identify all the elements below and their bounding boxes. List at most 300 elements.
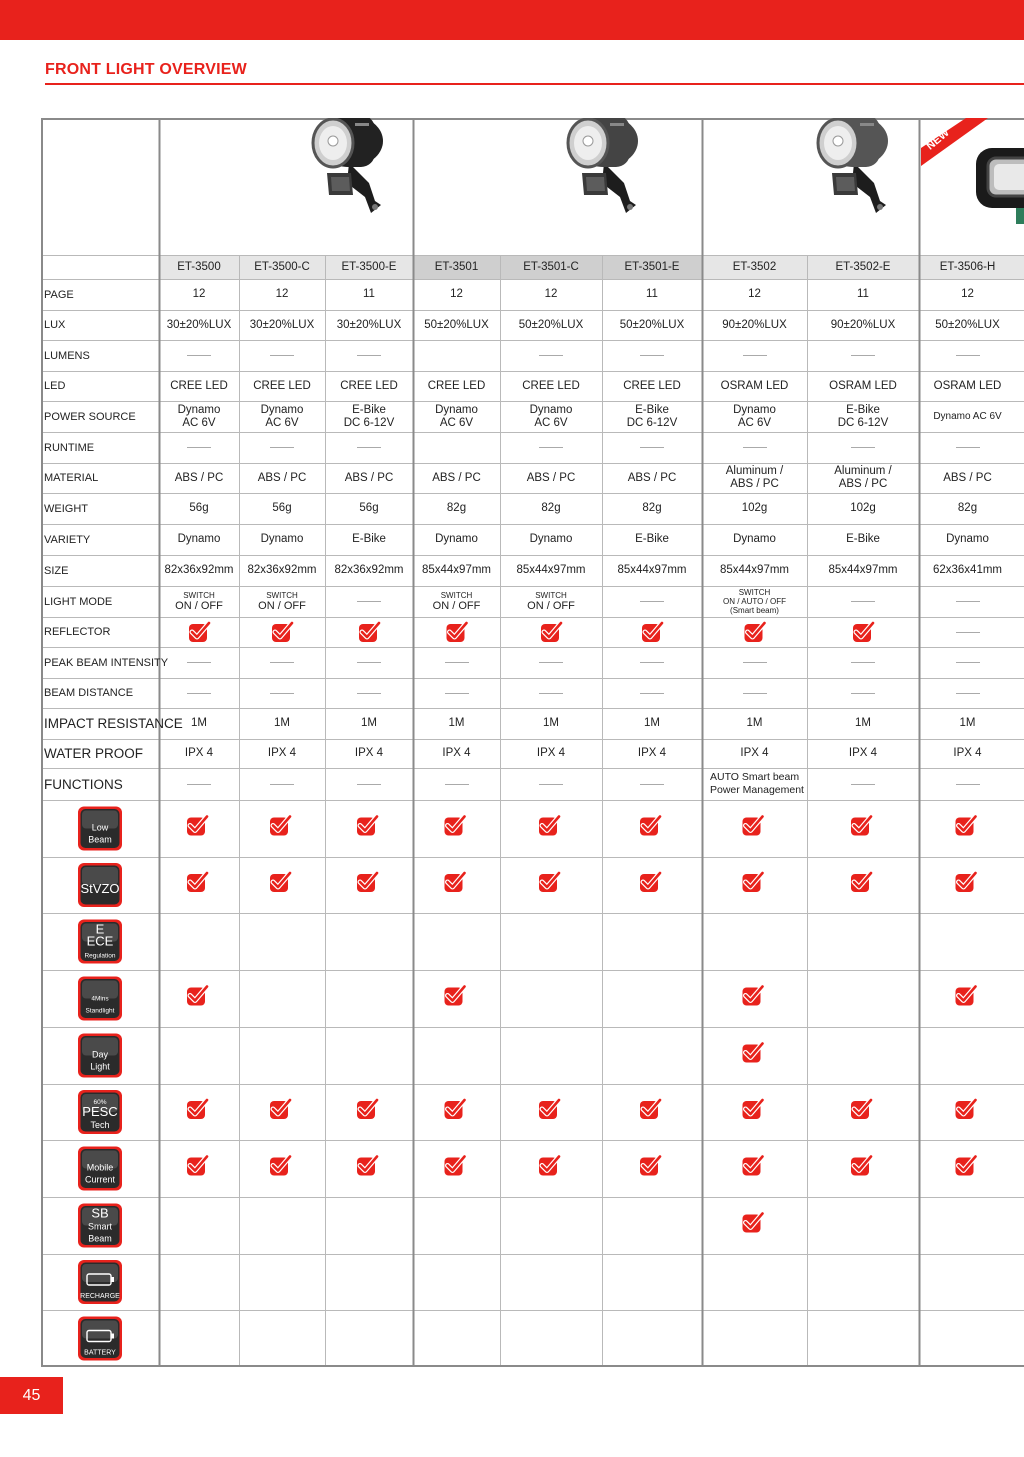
spec-label-impact-resistance: IMPACT RESISTANCE (44, 716, 183, 731)
empty-dash (640, 601, 664, 602)
feature-check-icon (640, 1157, 660, 1176)
light-mode-text: SWITCH (535, 591, 567, 600)
icon-label: Day (91, 1049, 109, 1060)
spec-cell (325, 617, 413, 647)
spec-cell: 56g (272, 502, 292, 514)
spec-cell: CREE LED (522, 379, 580, 392)
spec-cell (159, 340, 239, 371)
spec-cell (159, 647, 239, 678)
spec-cell (500, 678, 602, 708)
empty-dash (851, 784, 875, 785)
feature-check-icon (640, 873, 660, 892)
icon-label: ECE (86, 933, 114, 949)
light-mode-text: ON / AUTO / OFF (723, 597, 786, 606)
spec-label-peak-beam-intensity: PEAK BEAM INTENSITY (44, 656, 169, 669)
lamp-image-et-3506-h (976, 148, 1024, 224)
spec-cell: 85x44x97mm (516, 564, 586, 576)
smart-beam-icon (78, 1204, 122, 1248)
empty-dash (445, 784, 469, 785)
spec-cell (919, 340, 1016, 371)
empty-dash (445, 693, 469, 694)
spec-cell: E-Bike (352, 533, 386, 545)
spec-label-functions: FUNCTIONS (44, 776, 123, 792)
spec-cell: 82x36x92mm (164, 564, 234, 576)
spec-cell: E-Bike (635, 533, 669, 545)
feature-check-icon (187, 987, 207, 1006)
spec-cell (413, 678, 500, 708)
spec-cell (413, 617, 500, 647)
spec-cell: OSRAM LED (933, 379, 1002, 392)
spec-cell: ABS / PC (432, 471, 481, 484)
empty-dash (270, 662, 294, 663)
spec-label-light-mode: LIGHT MODE (44, 595, 113, 608)
feature-check-icon (445, 817, 465, 836)
spec-cell: Dynamo AC 6V (529, 403, 573, 429)
empty-dash (743, 693, 767, 694)
spec-cell (239, 432, 325, 463)
spec-cell: Dynamo AC 6V (435, 403, 478, 429)
spec-cell: ABS / PC (257, 471, 307, 484)
empty-dash (270, 693, 294, 694)
spec-cell: E-Bike DC 6-12V (837, 403, 889, 429)
spec-cell: 102g (741, 502, 768, 514)
spec-cell: Dynamo AC 6V (733, 403, 776, 429)
light-mode-text: SWITCH (183, 591, 215, 600)
feature-check-icon (187, 873, 207, 892)
battery-icon (78, 1317, 122, 1361)
spec-cell (159, 586, 239, 617)
spec-cell: 82g (541, 502, 561, 514)
spec-cell: Dynamo (733, 533, 776, 545)
empty-dash (956, 784, 980, 785)
icon-label: Current (84, 1174, 116, 1185)
spec-cell: 12 (748, 288, 761, 300)
spec-cell: ABS / PC (627, 471, 677, 484)
spec-cell: 85x44x97mm (421, 564, 492, 576)
spec-cell (500, 586, 602, 617)
page-title: FRONT LIGHT OVERVIEW (45, 61, 247, 78)
icon-label: RECHARGE (80, 1293, 120, 1300)
spec-cell: 1M (644, 717, 660, 729)
spec-label-lumens: LUMENS (44, 349, 90, 362)
empty-dash (956, 355, 980, 356)
spec-cell: ABS / PC (943, 471, 992, 484)
spec-cell (807, 647, 919, 678)
spec-cell (602, 586, 702, 617)
feature-check-icon (539, 1100, 559, 1119)
icon-label: 60% (93, 1099, 107, 1106)
spec-cell: 90±20%LUX (722, 318, 787, 331)
empty-dash (270, 784, 294, 785)
empty-dash (851, 355, 875, 356)
spec-cell: OSRAM LED (720, 379, 789, 392)
icon-label: Low (91, 822, 109, 833)
spec-cell: IPX 4 (848, 747, 878, 759)
spec-cell (500, 432, 602, 463)
spec-cell: 11 (857, 288, 869, 300)
empty-dash (539, 447, 563, 448)
spec-cell: Dynamo AC 6V (933, 411, 1002, 422)
spec-cell (325, 678, 413, 708)
spec-cell (807, 432, 919, 463)
spec-cell (239, 647, 325, 678)
empty-dash (640, 784, 664, 785)
spec-cell: ABS / PC (174, 471, 224, 484)
spec-label-water-proof: WATER PROOF (44, 746, 143, 761)
empty-dash (539, 662, 563, 663)
spec-cell: CREE LED (170, 379, 228, 392)
spec-cell: Dynamo (529, 533, 573, 545)
spec-cell (919, 647, 1016, 678)
feature-check-icon (956, 873, 976, 892)
icon-label: BATTERY (84, 1349, 116, 1357)
spec-cell: 50±20%LUX (424, 318, 489, 331)
empty-dash (357, 784, 381, 785)
spec-cell: IPX 4 (267, 747, 297, 759)
spec-cell: Dynamo (260, 533, 304, 545)
empty-dash (187, 447, 211, 448)
spec-cell (413, 586, 500, 617)
spec-cell (702, 647, 807, 678)
empty-dash (640, 662, 664, 663)
spec-cell: 1M (361, 717, 377, 729)
spec-cell (807, 678, 919, 708)
spec-cell: ABS / PC (526, 471, 576, 484)
spec-cell (602, 647, 702, 678)
model-name-et-3501-e: ET-3501-E (624, 261, 680, 273)
spec-label-power-source: POWER SOURCE (44, 410, 136, 423)
spec-label-led: LED (44, 380, 66, 392)
svg-text:NEW: NEW (924, 126, 952, 153)
spec-cell: 82g (957, 502, 978, 514)
feature-check-icon (357, 1157, 377, 1176)
empty-dash (640, 447, 664, 448)
spec-cell (602, 432, 702, 463)
spec-label-runtime: RUNTIME (44, 441, 95, 454)
light-mode-text: SWITCH (266, 591, 298, 600)
empty-dash (357, 601, 381, 602)
spec-cell (602, 678, 702, 708)
model-name-et-3501: ET-3501 (434, 261, 479, 273)
standlight-icon (78, 977, 122, 1021)
icon-label: PESC (82, 1104, 118, 1119)
spec-cell: ABS / PC (344, 471, 394, 484)
spec-label-lux: LUX (44, 319, 66, 331)
model-name-et-3506-h: ET-3506-H (939, 261, 996, 273)
stvzo-icon (78, 863, 122, 907)
spec-cell: IPX 4 (184, 747, 214, 759)
empty-dash (956, 693, 980, 694)
spec-cell (239, 340, 325, 371)
icon-label: Smart (87, 1221, 113, 1232)
empty-dash (956, 601, 980, 602)
spec-cell: 85x44x97mm (828, 564, 898, 576)
empty-dash (743, 447, 767, 448)
model-name-et-3500: ET-3500 (177, 261, 221, 273)
spec-cell (325, 340, 413, 371)
spec-cell (500, 647, 602, 678)
spec-cell: Dynamo AC 6V (260, 403, 304, 429)
spec-cell: 12 (544, 288, 558, 300)
spec-cell (807, 617, 919, 647)
light-mode-text: (Smart beam) (730, 606, 779, 615)
feature-check-icon (357, 873, 377, 892)
empty-dash (539, 355, 563, 356)
spec-cell (325, 432, 413, 463)
spec-cell: 82g (446, 502, 467, 514)
spec-cell: 1M (959, 717, 976, 729)
light-mode-text: ON / OFF (175, 600, 223, 612)
spec-cell: 50±20%LUX (518, 318, 584, 331)
spec-cell: IPX 4 (536, 747, 566, 759)
feature-check-icon (956, 1157, 976, 1176)
empty-dash (851, 693, 875, 694)
spec-cell: 50±20%LUX (619, 318, 685, 331)
spec-cell: 85x44x97mm (719, 564, 790, 576)
spec-cell (807, 586, 919, 617)
feature-check-icon (640, 817, 660, 836)
icon-label: E (95, 921, 105, 937)
spec-cell (602, 617, 702, 647)
recharge-icon (78, 1260, 122, 1304)
spec-label-page: PAGE (44, 288, 74, 301)
spec-cell (500, 617, 602, 647)
feature-check-icon (743, 1100, 763, 1119)
feature-check-icon (851, 1157, 871, 1176)
spec-label-size: SIZE (44, 564, 69, 577)
feature-check-icon (187, 1157, 207, 1176)
icon-label: Light (90, 1061, 110, 1072)
feature-check-icon (851, 817, 871, 836)
spec-cell: Dynamo AC 6V (177, 403, 221, 429)
spec-cell (919, 678, 1016, 708)
spec-cell: IPX 4 (637, 747, 667, 759)
light-mode-text: ON / OFF (527, 600, 575, 612)
model-name-et-3500-e: ET-3500-E (341, 261, 397, 273)
empty-dash (956, 632, 980, 633)
spec-cell: 1M (543, 717, 559, 729)
spec-cell: Dynamo (177, 533, 221, 545)
empty-dash (187, 693, 211, 694)
empty-dash (743, 355, 767, 356)
spec-cell: 1M (855, 717, 871, 729)
spec-cell: 12 (192, 288, 206, 300)
spec-cell: E-Bike (846, 533, 880, 545)
spec-cell: 1M (448, 717, 465, 729)
spec-cell: 11 (363, 288, 375, 300)
spec-cell (239, 678, 325, 708)
spec-cell: 62x36x41mm (932, 564, 1003, 576)
spec-label-variety: VARIETY (44, 533, 91, 546)
model-name-et-3502: ET-3502 (732, 261, 777, 273)
spec-cell (413, 340, 500, 371)
light-mode-text: ON / OFF (432, 600, 481, 612)
spec-cell (807, 340, 919, 371)
empty-dash (357, 662, 381, 663)
feature-check-icon (270, 1157, 290, 1176)
spec-cell (159, 617, 239, 647)
feature-check-icon (445, 987, 465, 1006)
spec-cell: 12 (450, 288, 463, 300)
spec-cell (325, 647, 413, 678)
spec-cell: 85x44x97mm (617, 564, 687, 576)
feature-check-icon (445, 1157, 465, 1176)
mobile-current-icon (78, 1147, 122, 1191)
feature-check-icon (743, 817, 763, 836)
empty-dash (956, 662, 980, 663)
light-mode-text: SWITCH (738, 588, 771, 597)
lamp-image-et-3502 (818, 118, 888, 213)
model-name-et-3502-e: ET-3502-E (835, 261, 891, 273)
top-banner (0, 0, 1024, 40)
spec-cell (702, 432, 807, 463)
empty-dash (357, 355, 381, 356)
feature-check-icon (357, 817, 377, 836)
spec-cell (702, 617, 807, 647)
spec-cell (602, 768, 702, 800)
empty-dash (357, 447, 381, 448)
spec-cell: 56g (359, 502, 379, 514)
spec-cell: 12 (961, 288, 974, 300)
empty-dash (187, 355, 211, 356)
title-rule (45, 83, 1024, 85)
feature-check-icon (640, 1100, 660, 1119)
feature-check-icon (357, 1100, 377, 1119)
empty-dash (851, 662, 875, 663)
spec-cell: IPX 4 (442, 747, 471, 759)
icon-label: StVZO (80, 881, 120, 896)
spec-cell (159, 768, 239, 800)
empty-dash (640, 355, 664, 356)
spec-cell (239, 586, 325, 617)
spec-cell: E-Bike DC 6-12V (626, 403, 678, 429)
spec-cell: AUTO Smart beam Power Management (710, 771, 804, 796)
spec-cell (159, 432, 239, 463)
spec-cell (413, 432, 500, 463)
feature-check-icon (851, 873, 871, 892)
lamp-image-et-3500 (313, 118, 383, 213)
icon-label: Standlight (85, 1007, 115, 1015)
spec-cell (919, 768, 1016, 800)
spec-cell: Dynamo (435, 533, 478, 545)
feature-check-icon (270, 817, 290, 836)
spec-cell: IPX 4 (740, 747, 769, 759)
empty-dash (956, 447, 980, 448)
empty-dash (357, 693, 381, 694)
spec-cell (919, 432, 1016, 463)
feature-check-icon (539, 817, 559, 836)
spec-cell (807, 768, 919, 800)
empty-dash (640, 693, 664, 694)
empty-dash (187, 662, 211, 663)
spec-cell: 30±20%LUX (249, 318, 315, 331)
empty-dash (743, 662, 767, 663)
feature-check-icon (851, 1100, 871, 1119)
spec-cell (239, 768, 325, 800)
model-name-et-3501-c: ET-3501-C (523, 261, 579, 273)
feature-check-icon (743, 987, 763, 1006)
icon-label: Mobile (86, 1162, 114, 1173)
empty-dash (187, 784, 211, 785)
feature-check-icon (743, 1157, 763, 1176)
spec-cell: CREE LED (253, 379, 311, 392)
light-mode-text: ON / OFF (258, 600, 306, 612)
spec-cell: 82x36x92mm (247, 564, 317, 576)
icon-label: SB (91, 1205, 109, 1221)
spec-label-beam-distance: BEAM DISTANCE (44, 687, 134, 699)
model-name-et-3500-c: ET-3500-C (254, 261, 310, 273)
empty-dash (539, 784, 563, 785)
spec-cell: Aluminum / ABS / PC (725, 465, 784, 490)
spec-cell (325, 768, 413, 800)
spec-cell (239, 617, 325, 647)
spec-cell (702, 586, 807, 617)
spec-cell (919, 617, 1016, 647)
spec-cell: 1M (191, 717, 207, 729)
empty-dash (270, 355, 294, 356)
feature-check-icon (956, 1100, 976, 1119)
spec-cell: 56g (189, 502, 209, 514)
empty-dash (851, 601, 875, 602)
spec-cell: 30±20%LUX (336, 318, 402, 331)
spec-cell: CREE LED (427, 379, 486, 392)
spec-cell: E-Bike DC 6-12V (343, 403, 395, 429)
spec-cell: 1M (746, 717, 763, 729)
spec-cell (602, 340, 702, 371)
icon-label: Regulation (84, 952, 116, 960)
icon-label: 4Mins (91, 995, 109, 1003)
feature-check-icon (743, 1214, 763, 1233)
spec-cell: 82x36x92mm (334, 564, 404, 576)
day-light-icon (78, 1034, 122, 1078)
spec-cell: 30±20%LUX (166, 318, 232, 331)
spec-cell (159, 678, 239, 708)
spec-cell: IPX 4 (354, 747, 384, 759)
spec-cell (702, 678, 807, 708)
spec-cell (919, 586, 1016, 617)
pesc-tech-icon (78, 1090, 122, 1134)
spec-cell: 82g (642, 502, 662, 514)
feature-check-icon (445, 1100, 465, 1119)
icon-label: Beam (88, 1233, 112, 1244)
spec-cell: 12 (275, 288, 289, 300)
ece-icon (78, 920, 122, 964)
spec-cell (500, 768, 602, 800)
lamp-image-et-3501 (568, 118, 638, 213)
feature-check-icon (539, 873, 559, 892)
feature-check-icon (539, 1157, 559, 1176)
low-beam-icon (78, 807, 122, 851)
spec-cell (702, 340, 807, 371)
page-number: 45 (0, 1377, 63, 1414)
empty-dash (539, 693, 563, 694)
feature-check-icon (743, 1044, 763, 1063)
spec-cell (413, 647, 500, 678)
spec-label-weight: WEIGHT (44, 502, 88, 515)
empty-dash (851, 447, 875, 448)
spec-cell: Aluminum / ABS / PC (834, 465, 892, 490)
feature-check-icon (187, 1100, 207, 1119)
feature-check-icon (956, 987, 976, 1006)
feature-check-icon (743, 873, 763, 892)
spec-cell: 90±20%LUX (830, 318, 896, 331)
light-mode-text: SWITCH (440, 591, 473, 600)
feature-check-icon (445, 873, 465, 892)
icon-label: Tech (90, 1120, 110, 1130)
spec-cell: 1M (274, 717, 290, 729)
empty-dash (270, 447, 294, 448)
spec-cell (500, 340, 602, 371)
